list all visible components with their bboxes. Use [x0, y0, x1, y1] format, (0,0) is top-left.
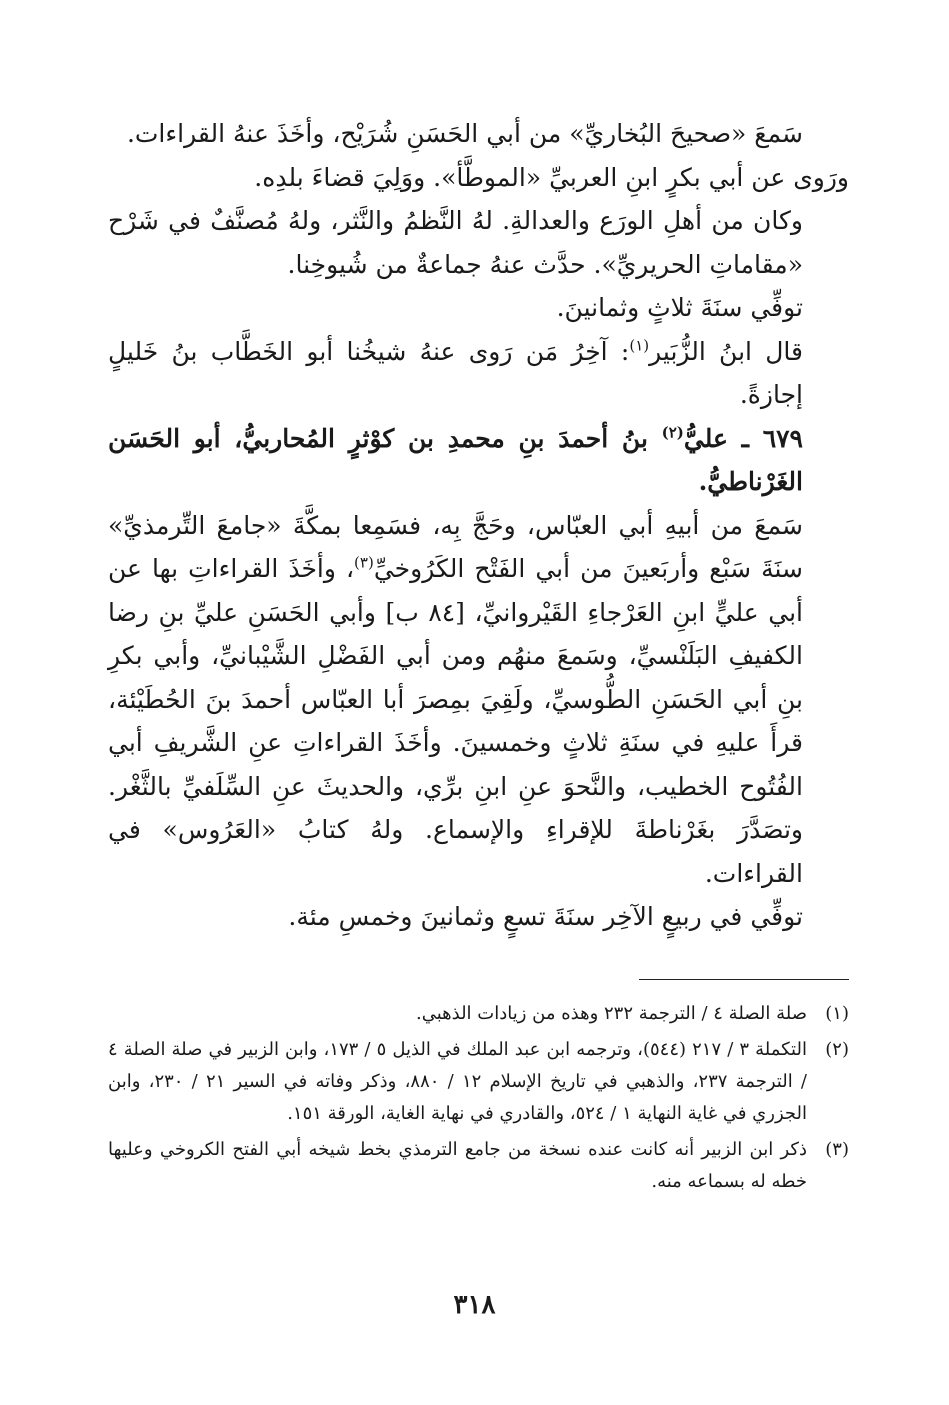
footnote-text: ذكر ابن الزبير أنه كانت عنده نسخة من جامع الترمذي بخط شيخه أبي الفتح الكروخي وعليها خطه له بسماعه منه.: [108, 1138, 807, 1192]
paragraph: [108, 504, 849, 896]
footnote-divider: [639, 979, 849, 980]
paragraph: سَمعَ «صحيحَ البُخاريِّ» من أبي الحَسَنِ شُرَيْح، وأخَذَ عنهُ القراءات.: [126, 119, 803, 148]
entry-heading-text: ٦٧٩ ـ عليُّ: [683, 423, 803, 453]
footnote-text: التكملة ٣ / ٢١٧ (٥٤٤)، وترجمه ابن عبد الملك في الذيل ٥ / ١٧٣، وابن الزبير في صلة الصلة ٤ / الترجمة ٢٣٧، والذهبي في تاريخ الإسلام ١٢ / ٨٨٠، وذكر وفاته في السير ٢١ / ٢٣٠، وابن الجزري في غاية النهاية ١ / ٥٢٤، والقادري في نهاية الغاية، الورقة ١٥١.: [108, 1038, 807, 1124]
footnote-item: [108, 1134, 849, 1198]
footnote-item: [108, 998, 849, 1030]
entry-heading-text: بنُ أحمدَ بنِ محمدِ بن كوْثرٍ المُحاربيُّ، أبو الحَسَن الغَرْناطيُّ.: [108, 423, 803, 496]
paragraph: ورَوى عن أبي بكرٍ ابنِ العربيِّ «الموطَّأ». ووَلِيَ قضاءَ بلدِه.: [254, 162, 849, 192]
footnote-ref-2: (٢): [661, 423, 684, 442]
footnote-item: [108, 1034, 849, 1130]
paragraph: توفِّي في ربيعٍ الآخِر سنَةَ تسعٍ وثمانينَ وخمسِ مئة.: [288, 902, 803, 931]
footnote-ref-3: (٣): [354, 553, 374, 572]
paragraph: [108, 330, 849, 417]
paragraph-text: قال ابنُ الزُّبَير: [649, 336, 803, 366]
footnote-text: صلة الصلة ٤ / الترجمة ٢٣٢ وهذه من زيادات الذهبي.: [415, 1002, 807, 1024]
page-number: ٣١٨: [453, 1290, 496, 1320]
footnote-number: (٢): [825, 1038, 849, 1060]
entry-heading: [108, 417, 849, 504]
page-content: [108, 112, 849, 1405]
paragraph: توفِّي سنَةَ ثلاثٍ وثمانينَ.: [556, 293, 803, 322]
paragraph-text: سَمعَ من أبيهِ أبي العبّاس، وحَجَّ بِه، فسَمِعا بمكَّةَ «جامعَ التِّرمذيِّ» سنَةَ سَبْع وأربَعينَ من أبي الفَتْح الكَرُوخيِّ: [108, 510, 804, 583]
footnote-number: (١): [825, 1002, 849, 1024]
footnotes: [108, 998, 849, 1198]
main-text: [108, 112, 849, 939]
footnote-number: (٣): [825, 1138, 849, 1160]
paragraph: وكان من أهلِ الورَع والعدالةِ. لهُ النَّظمُ والنَّثر، ولهُ مُصنَّفٌ في شَرْح «مقاماتِ الحريريِّ». حدَّث عنهُ جماعةٌ من شُيوخِنا.: [108, 206, 803, 279]
paragraph-text: : آخِرُ مَن رَوى عنهُ شيخُنا أبو الخَطَّاب بنُ خَليلٍ إجازةً.: [108, 336, 803, 409]
footnote-ref-1: (١): [629, 336, 650, 355]
paragraph-text: ، وأخَذَ القراءاتِ بها عن أبي عليٍّ ابنِ العَرْجاءِ القَيْروانيِّ، [٨٤ ب] وأبي الحَسَنِ عليِّ بنِ رضا الكفيفِ البَلَنْسيِّ، وسَمعَ منهُم ومن أبي الفَضْلِ الشَّيْبانيِّ، وأبي بكرِ بنِ أبي الحَسَنِ الطُّوسيِّ، ولَقِيَ بمِصرَ أبا العبّاس أحمدَ بنَ الحُطَيْئة، قرأَ عليهِ في سنَةِ ثلاثٍ وخمسينَ. وأخَذَ القراءاتِ عنِ الشَّريفِ أبي الفُتُوح الخطيب، والنَّحوَ عنِ ابنِ برِّي، والحديثَ عنِ السِّلَفيِّ بالثَّغْر. وتصَدَّرَ بغَرْناطةَ للإقراءِ والإسماع. ولهُ كتابُ «العَرُوس» في القراءات.: [108, 554, 803, 888]
